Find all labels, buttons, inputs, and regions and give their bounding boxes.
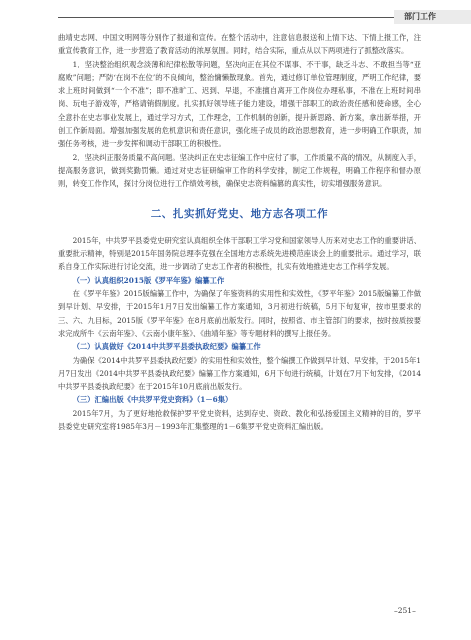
subheading-2: （二）认真做好《2014中共罗平县委执政纪要》编纂工作 [72, 342, 261, 352]
paragraph-3: 2．坚决纠正服务质量不高问题。坚决纠正在史志征编工作中应付了事，工作质量不高的情况，从制度入手，提高服务意识，做到奖勤罚懒。通过对史志征研编审工作的科学安排，制定工作规程，明确工作程序和督办原则，转变工作作风，探讨分岗位进行工作绩效考核，确保史志资料编篡的真实性，切实增强服务意识。 [58, 152, 421, 189]
paragraph-7: 2015年7月，为了更好地抢救保护罗平党史资料，达到存史、资政、教化和弘扬爱国主义精神的目的，罗平县委党史研究室将1985年3月－1993年汇集整理的1－6集罗平党史资料汇编出版。 [58, 408, 421, 432]
page-body [58, 31, 421, 433]
subheading-3: （三）汇编出版《中共罗平党史资料》（1－6集） [72, 395, 233, 405]
section-heading: 二、扎实抓好党史、地方志各项工作 [150, 207, 329, 220]
header-rule [58, 17, 394, 18]
paragraph-4: 2015年，中共罗平县委党史研究室认真组织全体干部职工学习党和国家领导人历来对史志工作的重要讲话、重要批示精神，特别是2015年国务院总理李克强在全国地方志系统先进模范座谈会上的重要批示。通过学习，联系自身工作实际进行讨论交流，进一步调动了史志工作者的积极性，扎实有效地推进史志工作科学发展。 [58, 235, 421, 272]
paragraph-2: 1．坚决整治组织观念淡薄和纪律松散等问题，坚决向正在其位不谋事、不干事，缺乏斗志、不敢担当等“亚腐败”问题；严防‘在岗不在位’的不良倾向，整治慵懒散现象。首先，通过修订单位管理制度，严明工作纪律，要求上班时间做到“一个不准”；即不准旷工、迟到、早退，不准擅自离开工作岗位办理私事，不准在上班时间串岗、玩电子游戏等，严格请销假制度。扎实抓好领导班子能力建设，增强干部职工的政治责任感和使命感，全心全意扑在史志事业发展上，通过学习方式，工作理念，工作机制的创新，提升新思路、新方案，拿出新举措，开创工作新局面。增强加强发展的危机意识和责任意识，强化班子成员的政治思想教育，进一步明确工作职责，加强任务考核，进一步发挥和调动干部职工的积极性。 [58, 59, 421, 149]
subheading-1: （一）认真组织2015版《罗平年鉴》编纂工作 [72, 275, 225, 285]
page-number: –251– [394, 606, 416, 615]
paragraph-5: 在《罗平年鉴》2015版编纂工作中，为确保了年鉴资料的实用性和实效性，《罗平年鉴》2015版编纂工作做到早计划、早安排，于2015年1月7日发出编纂工作方案通知，3月初进行统稿，5月下旬复审，按市里要求的三、六、九目标，2015版《罗平年鉴》在8月底前出版发行。同时，按照省、市主管部门的要求，按时按质按要求完成所牛《云南年鉴》、《云南小康年鉴》、《曲靖年鉴》等专题材料的撰写上报任务。 [58, 289, 421, 338]
paragraph-1: 曲靖史志网、中国文明网等分别作了报道和宣传。在整个活动中，注意信息报送和上情下达、下情上报工作，注重宣传教育工作，进一步营造了教育活动的浓厚氛围。同时，结合实际，重点从以下两项进行了抓整改落实。 [58, 33, 421, 56]
section-label: 部门工作 [394, 10, 471, 24]
paragraph-6: 为确保《2014中共罗平县委执政纪要》的实用性和实效性，整个编撰工作做到早计划、早安排，于2015年1月7日发出《2014中共罗平县委执政纪要》编纂工作方案通知，6月下旬进行统稿，计划在7月下旬发排，《2014中共罗平县委执政纪要》在于2015年10月底前出版发行。 [58, 355, 421, 392]
